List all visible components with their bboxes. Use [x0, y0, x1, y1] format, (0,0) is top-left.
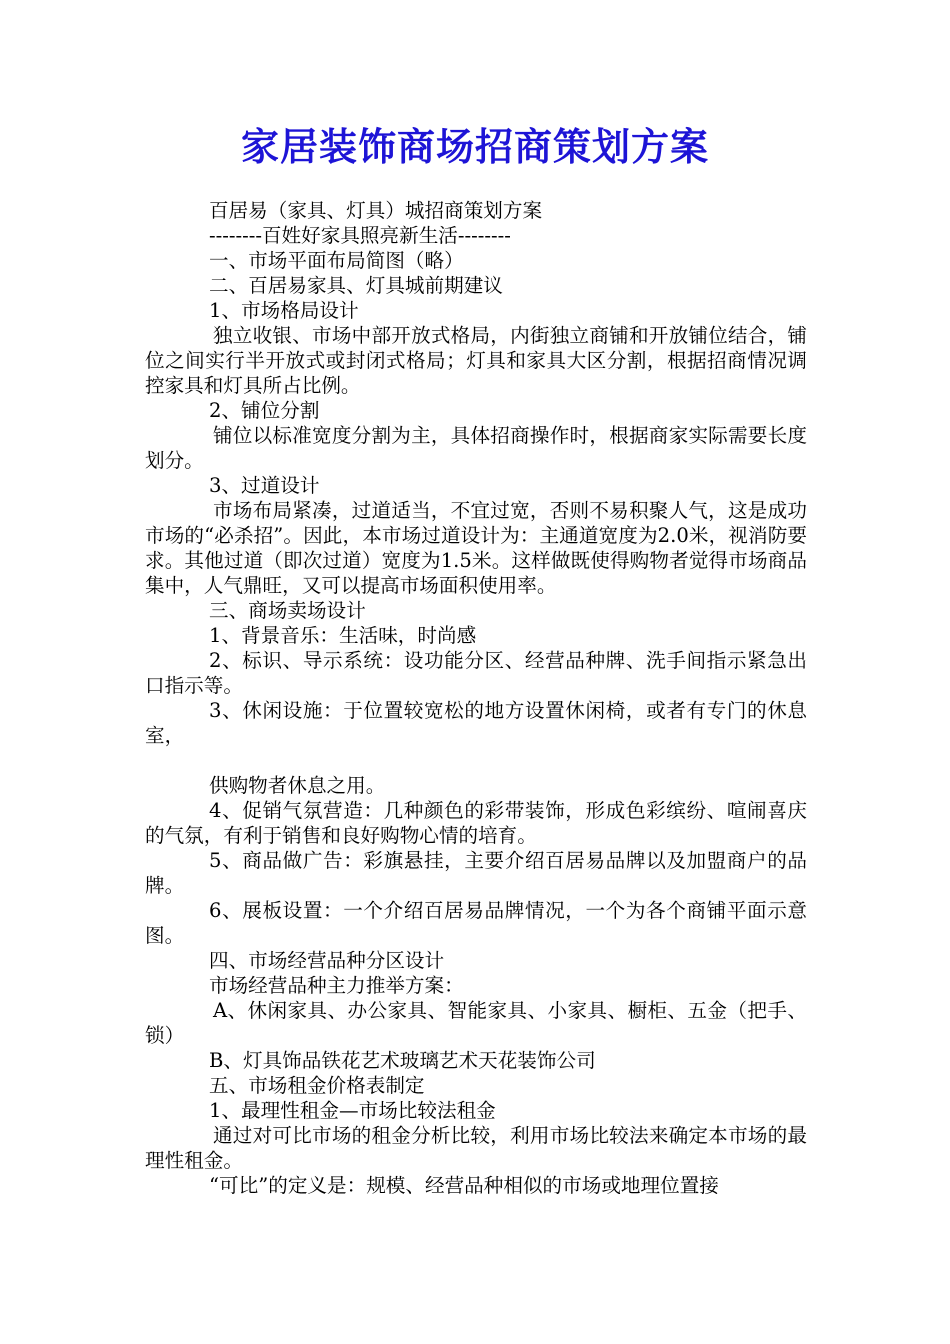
subsection-heading: 1、最理性租金—市场比较法租金	[209, 1099, 496, 1122]
section-heading: 三、商场卖场设计	[209, 599, 366, 622]
list-item: 4、促销气氛营造：几种颜色的彩带装饰，形成色彩缤纷、喧闹喜庆的气氛，有利于销售和良好购物心情的培育。	[145, 799, 807, 847]
document-title: 家居装饰商场招商策划方案	[240, 124, 709, 169]
paragraph: --------百姓好家具照亮新生活--------	[209, 224, 511, 247]
subsection-heading: 3、过道设计	[209, 474, 320, 497]
list-item: 3、休闲设施：于位置较宽松的地方设置休闲椅，或者有专门的休息室，	[145, 699, 807, 747]
list-item: A、休闲家具、办公家具、智能家具、小家具、橱柜、五金（把手、锁）	[145, 999, 807, 1047]
section-heading: 一、市场平面布局简图（略）	[209, 249, 464, 272]
subsection-heading: 2、铺位分割	[209, 399, 320, 422]
list-item: B、灯具饰品铁花艺术玻璃艺术天花装饰公司	[209, 1049, 596, 1072]
list-item: 2、标识、导示系统：设功能分区、经营品种牌、洗手间指示紧急出口指示等。	[145, 649, 807, 697]
paragraph: 铺位以标准宽度分割为主，具体招商操作时，根据商家实际需要长度划分。	[145, 424, 807, 472]
section-heading: 二、百居易家具、灯具城前期建议	[209, 274, 503, 297]
paragraph: 独立收银、市场中部开放式格局，内街独立商铺和开放铺位结合，铺位之间实行半开放式或封闭式格局；灯具和家具大区分割，根据招商情况调控家具和灯具所占比例。	[145, 324, 807, 397]
paragraph: 供购物者休息之用。	[209, 774, 386, 797]
paragraph: 百居易（家具、灯具）城招商策划方案	[209, 199, 543, 222]
list-item: 1、背景音乐：生活味，时尚感	[209, 624, 477, 647]
paragraph: 市场布局紧凑，过道适当，不宜过宽，否则不易积聚人气，这是成功市场的“必杀招”。因此，本市场过道设计为：主通道宽度为2.0米，视消防要求。其他过道（即次过道）宽度为1.5米。这样做既使得购物者觉得市场商品集中，人气鼎旺，又可以提高市场面积使用率。	[145, 499, 807, 597]
list-item: 5、商品做广告：彩旗悬挂，主要介绍百居易品牌以及加盟商户的品牌。	[145, 849, 807, 897]
document-body	[145, 198, 807, 1198]
blank-line	[145, 748, 807, 773]
section-heading: 四、市场经营品种分区设计	[209, 949, 445, 972]
list-item: 6、展板设置：一个介绍百居易品牌情况，一个为各个商铺平面示意图。	[145, 899, 807, 947]
subsection-heading: 1、市场格局设计	[209, 299, 359, 322]
section-heading: 五、市场租金价格表制定	[209, 1074, 425, 1097]
paragraph: 通过对可比市场的租金分析比较，利用市场比较法来确定本市场的最理性租金。	[145, 1124, 807, 1172]
paragraph: 市场经营品种主力推举方案：	[209, 974, 464, 997]
paragraph: “可比”的定义是：规模、经营品种相似的市场或地理位置接	[209, 1174, 719, 1197]
